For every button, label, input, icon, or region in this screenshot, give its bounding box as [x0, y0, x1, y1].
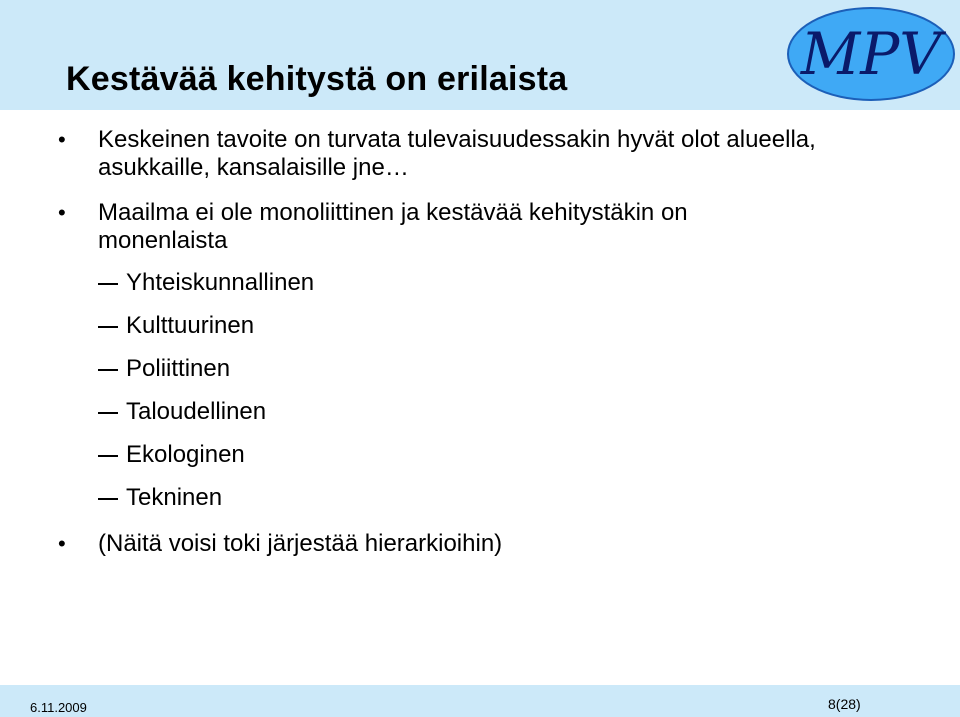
logo-text: MPV [800, 20, 942, 88]
dash-marker [98, 412, 118, 414]
bullet-marker: • [58, 200, 66, 225]
bullet-3-text: (Näitä voisi toki järjestää hierarkioihin) [98, 530, 503, 557]
bullet-2-line-2: monenlaista [98, 227, 228, 254]
bullet-1-line-1: Keskeinen tavoite on turvata tulevaisuudessakin hyvät olot alueella, [98, 126, 816, 153]
bullet-1 [58, 126, 816, 182]
subitem [126, 484, 222, 512]
subitem-label: Poliittinen [126, 355, 231, 382]
bullet-3 [58, 530, 503, 558]
subitem-label: Ekologinen [126, 441, 245, 468]
subitem [126, 441, 245, 469]
footer-band [0, 685, 960, 717]
subitem-label: Taloudellinen [126, 398, 267, 425]
bullet-marker: • [58, 127, 66, 152]
subitem-label: Tekninen [126, 484, 223, 511]
subitem-label: Yhteiskunnallinen [126, 269, 315, 296]
subitem-label: Kulttuurinen [126, 312, 255, 339]
page-number: 8(28) [828, 696, 861, 712]
dash-marker [98, 283, 118, 285]
subitem [126, 312, 254, 340]
subitem [126, 269, 314, 297]
bullet-2-line-1: Maailma ei ole monoliittinen ja kestävää kehitystäkin on [98, 199, 688, 226]
dash-marker [98, 498, 118, 500]
bullet-marker: • [58, 531, 66, 556]
footer-date: 6.11.2009 [30, 700, 87, 715]
bullet-1-line-2: asukkaille, kansalaisille jne… [98, 154, 409, 181]
subitem [126, 398, 266, 426]
dash-marker [98, 369, 118, 371]
dash-marker [98, 326, 118, 328]
dash-marker [98, 455, 118, 457]
subitem [126, 355, 230, 383]
bullet-2 [58, 199, 688, 255]
slide-title: Kestävää kehitystä on erilaista [66, 60, 568, 98]
